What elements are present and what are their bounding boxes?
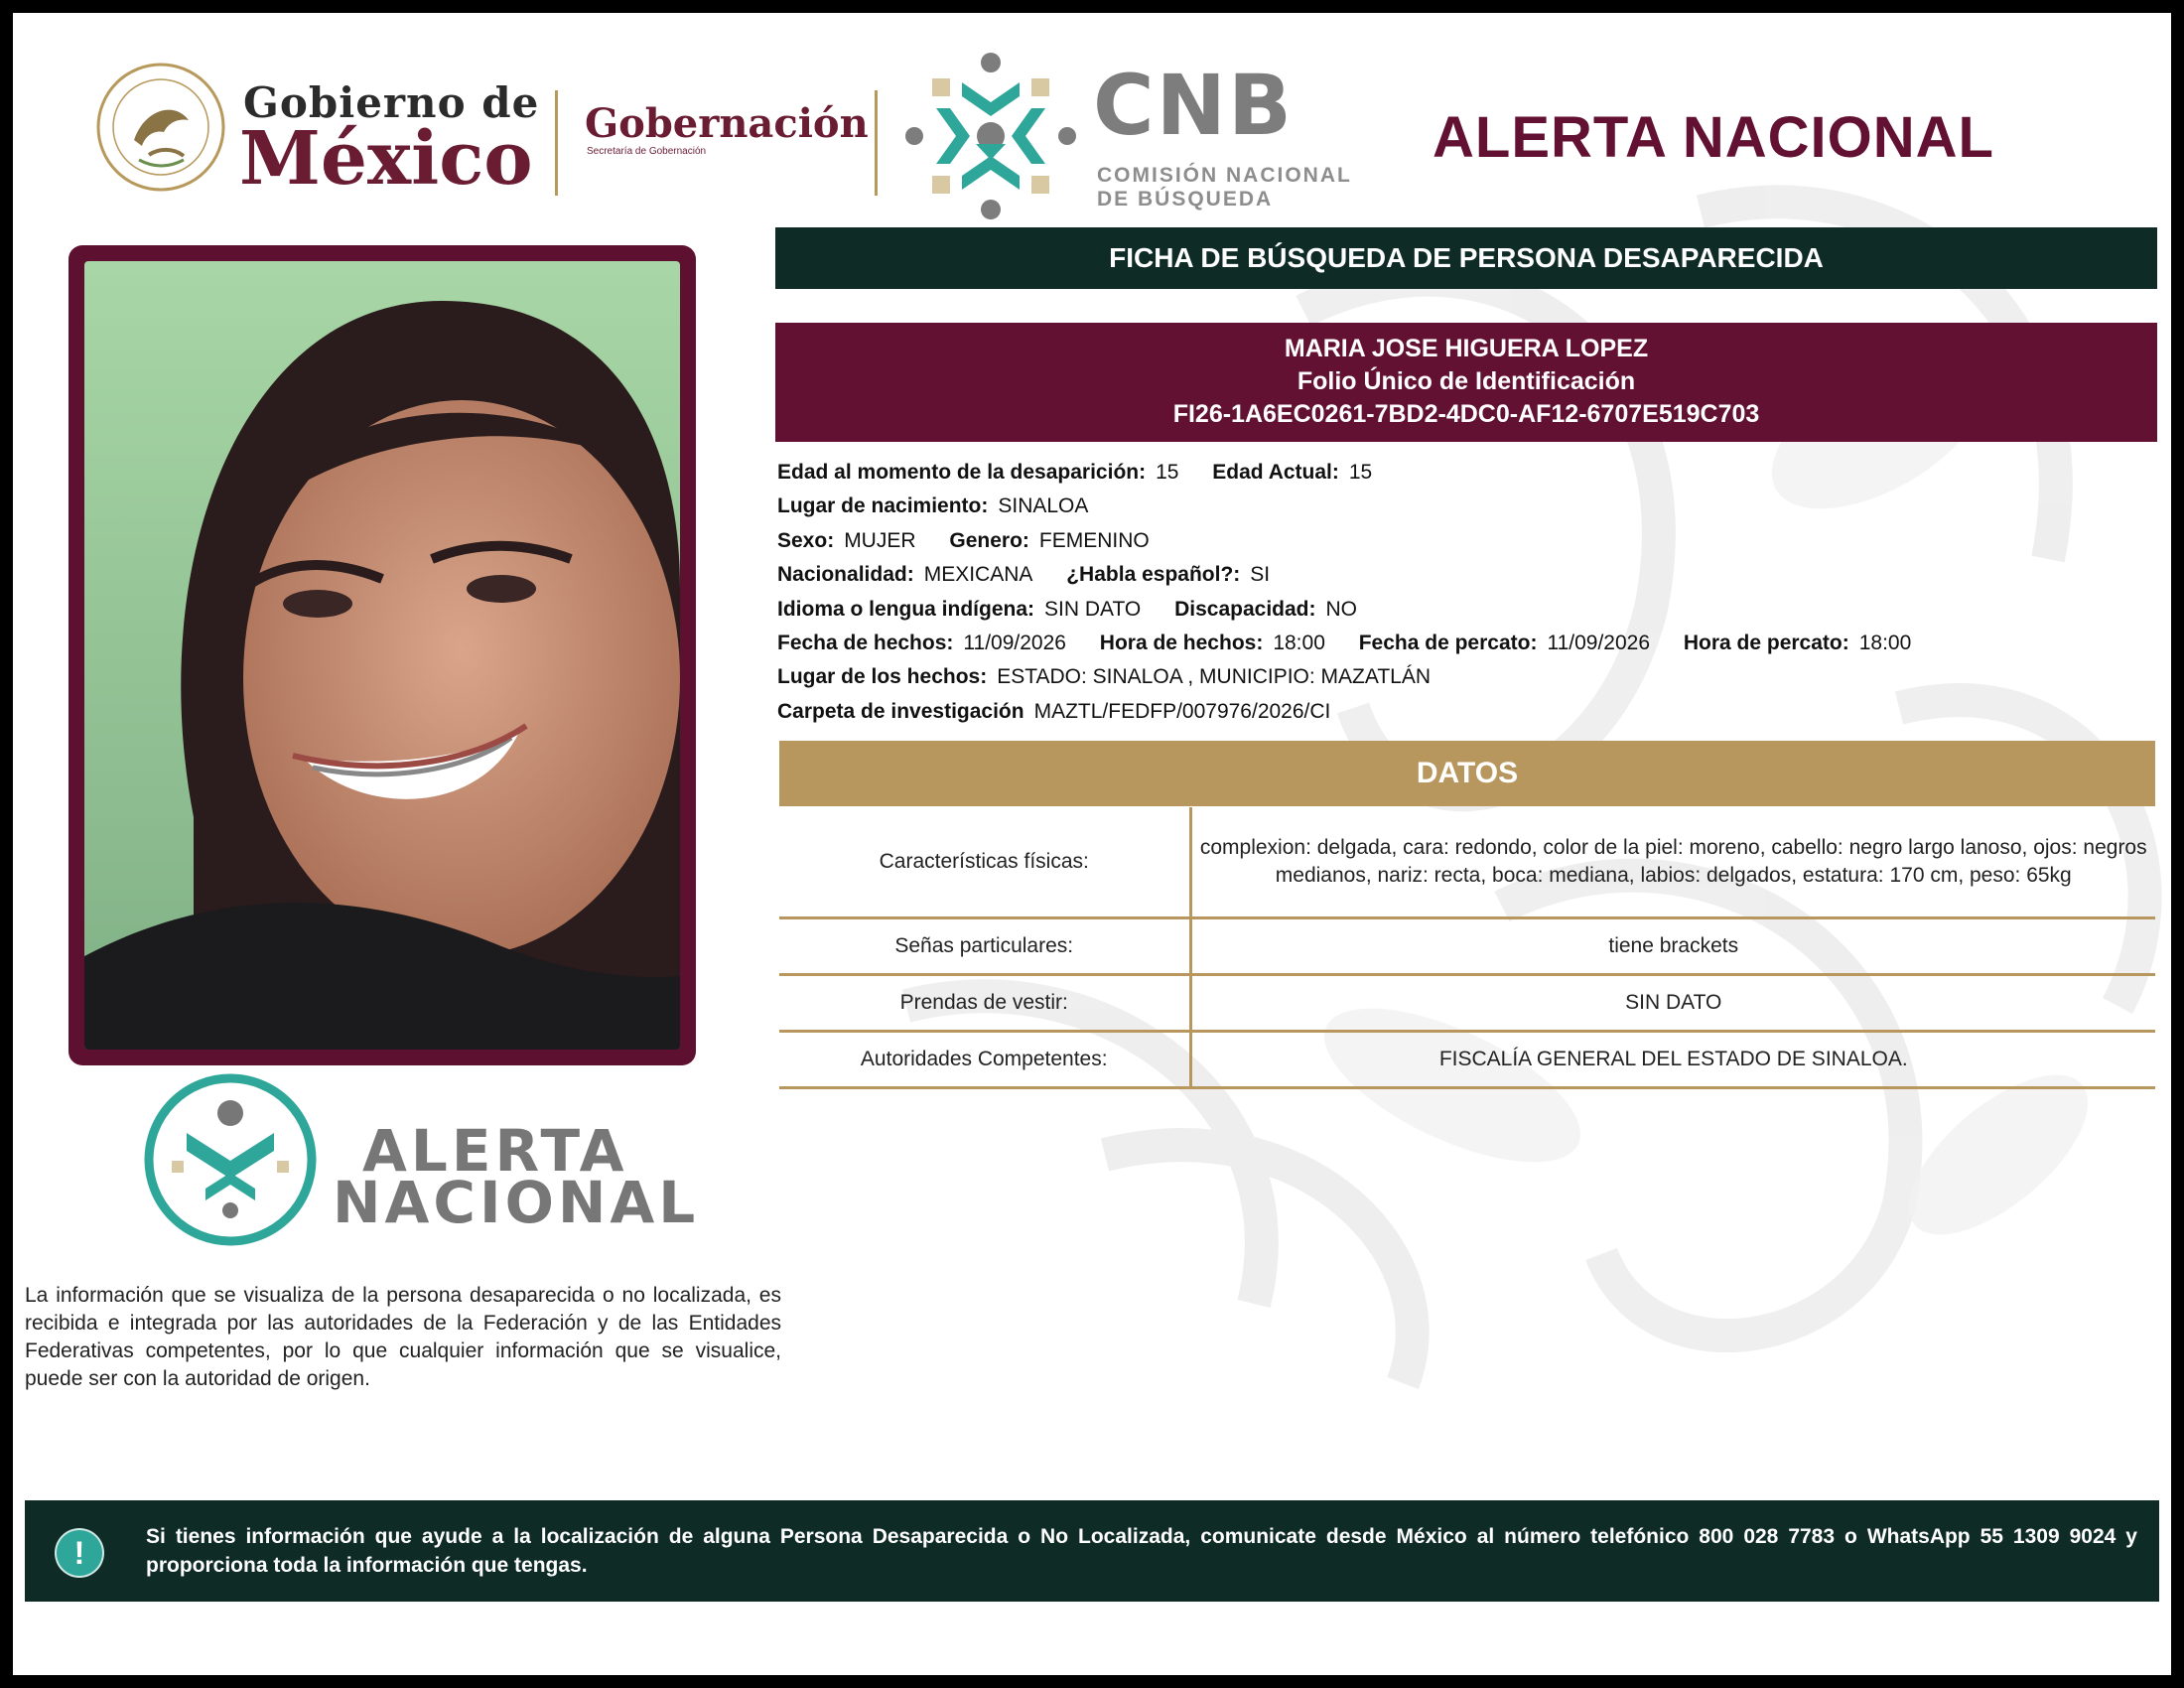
lugar-hechos-value: ESTADO: SINALOA , MUNICIPIO: MAZATLÁN <box>997 665 1431 689</box>
field-row-sexo <box>777 524 2157 558</box>
edad-actual-label: Edad Actual: <box>1212 461 1339 484</box>
table-row <box>779 974 2155 1031</box>
datos-value: complexion: delgada, cara: redondo, color de la piel: moreno, cabello: negro largo lanoso, ojos: negros medianos, nariz: recta, boca: mediana, labios: delgados, estatura: 170 cm, peso: 65kg <box>1199 835 2147 887</box>
fecha-hechos-label: Fecha de hechos: <box>777 631 954 654</box>
folio-label: Folio Único de Identificación <box>1297 367 1636 395</box>
discapacidad-value: NO <box>1325 597 1357 621</box>
alerta-logo-line2: NACIONAL <box>333 1169 700 1236</box>
idioma-value: SIN DATO <box>1044 597 1142 621</box>
discapacidad-label: Discapacidad: <box>1174 597 1316 621</box>
field-row-carpeta <box>777 695 2157 729</box>
table-row <box>779 917 2155 974</box>
field-row-idioma <box>777 593 2157 627</box>
datos-label: Autoridades Competentes: <box>779 1031 1190 1087</box>
person-name: MARIA JOSE HIGUERA LOPEZ <box>1284 335 1649 362</box>
idioma-label: Idioma o lengua indígena: <box>777 597 1035 621</box>
genero-value: FEMENINO <box>1038 528 1150 552</box>
ficha-title-bar: FICHA DE BÚSQUEDA DE PERSONA DESAPARECIDA <box>775 227 2157 289</box>
hora-percato-label: Hora de percato: <box>1683 631 1849 654</box>
edad-actual-value: 15 <box>1348 461 1373 484</box>
divider <box>555 90 558 196</box>
folio-value: FI26-1A6EC0261-7BD2-4DC0-AF12-6707E519C703 <box>1172 400 1760 428</box>
genero-label: Genero: <box>949 528 1029 552</box>
datos-value: SIN DATO <box>1625 990 1722 1014</box>
datos-value: FISCALÍA GENERAL DEL ESTADO DE SINALOA. <box>1438 1047 1908 1070</box>
lugar-hechos-label: Lugar de los hechos: <box>777 665 988 689</box>
nacionalidad-value: MEXICANA <box>923 563 1033 587</box>
divider <box>875 90 878 196</box>
carpeta-value: MAZTL/FEDFP/007976/2026/CI <box>1033 699 1331 723</box>
carpeta-label: Carpeta de investigación <box>777 699 1024 723</box>
field-row-lugar-hechos <box>777 660 2157 694</box>
lugar-nacimiento-label: Lugar de nacimiento: <box>777 494 989 518</box>
field-row-edad <box>777 456 2157 490</box>
fecha-percato-value: 11/09/2026 <box>1547 631 1651 654</box>
hora-hechos-label: Hora de hechos: <box>1099 631 1264 654</box>
disclaimer-text: La información que se visualiza de la persona desaparecida o no localizada, es recibida e integrada por las autoridades de la Federación y de las Entidades Federativas competentes, por lo que cualquier información que se visualice, puede ser con la autoridad de origen. <box>25 1284 781 1390</box>
gobierno-de-text: Gobierno de <box>243 78 540 127</box>
datos-table <box>779 807 2155 1089</box>
cnb-subtitle-2: DE BÚSQUEDA <box>1097 188 1274 211</box>
field-row-nacimiento <box>777 490 2157 523</box>
gobernacion-text: Gobernación <box>585 100 869 147</box>
table-row <box>779 807 2155 917</box>
alerta-nacional-logo-icon <box>142 1071 319 1248</box>
field-row-nacionalidad <box>777 558 2157 592</box>
sexo-value: MUJER <box>844 528 916 552</box>
fecha-hechos-value: 11/09/2026 <box>963 631 1066 654</box>
mexico-coat-of-arms-icon <box>94 61 227 194</box>
cnb-logo-icon <box>902 49 1079 223</box>
hora-hechos-value: 18:00 <box>1273 631 1325 654</box>
contact-info-bar <box>25 1500 2159 1602</box>
alerta-nacional-title: ALERTA NACIONAL <box>1433 105 1994 170</box>
contact-info-text: Si tienes información que ayude a la localización de alguna Persona Desaparecida o No Localizada, comunicate desde México al número telefónico 800 028 7783 o WhatsApp 55 1309 9024 y proporciona toda la información que tengas. <box>146 1525 2137 1577</box>
nacionalidad-label: Nacionalidad: <box>777 563 914 587</box>
missing-person-photo <box>84 261 680 1050</box>
alert-exclamation-icon: ! <box>57 1530 102 1576</box>
edad-desaparicion-value: 15 <box>1156 461 1179 484</box>
table-row <box>779 1031 2155 1087</box>
cnb-subtitle-1: COMISIÓN NACIONAL <box>1097 164 1352 187</box>
habla-espanol-value: SI <box>1250 563 1271 587</box>
datos-value: tiene brackets <box>1608 933 1739 957</box>
edad-desaparicion-label: Edad al momento de la desaparición: <box>777 461 1147 484</box>
field-row-fechas <box>777 627 2157 660</box>
fecha-percato-label: Fecha de percato: <box>1358 631 1538 654</box>
person-fields <box>777 456 2157 729</box>
sexo-label: Sexo: <box>777 528 835 552</box>
datos-title-bar: DATOS <box>779 741 2155 806</box>
lugar-nacimiento-value: SINALOA <box>998 494 1089 518</box>
mexico-text: México <box>239 116 533 202</box>
alerta-logo-line1: ALERTA <box>362 1117 628 1185</box>
datos-label: Características físicas: <box>779 807 1190 917</box>
gobernacion-subtitle: Secretaría de Gobernación <box>587 146 707 157</box>
datos-label: Prendas de vestir: <box>779 974 1190 1031</box>
photo-frame <box>68 245 696 1065</box>
habla-espanol-label: ¿Habla español?: <box>1066 563 1241 587</box>
header <box>13 13 2171 231</box>
hora-percato-value: 18:00 <box>1858 631 1912 654</box>
cnb-text: CNB <box>1093 57 1294 154</box>
datos-label: Señas particulares: <box>779 917 1190 974</box>
person-name-box <box>775 323 2157 442</box>
